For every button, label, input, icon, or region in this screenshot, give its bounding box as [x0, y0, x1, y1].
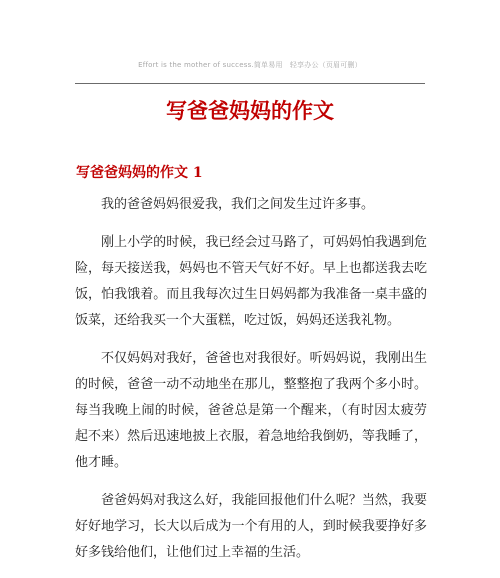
paragraph: 爸爸妈妈对我这么好，我能回报他们什么呢？当然，我要好好地学习，长大以后成为一个有用的人，到时候我要挣好多好多钱给他们，让他们过上幸福的生活。 — [75, 493, 427, 560]
paragraph: 不仅妈妈对我好，爸爸也对我很好。听妈妈说，我刚出生的时候，爸爸一动不动地坐在那儿，整整抱了我两个多小时。每当我晚上闹的时候，爸爸总是第一个醒来，（有时因太疲劳起不来）然后迅速地披上衣服，着急地给我倒奶，等我睡了，他才睡。 — [75, 351, 427, 470]
essay-body — [75, 192, 427, 578]
header-divider — [75, 83, 425, 84]
document-title: 写爸爸妈妈的作文 — [166, 98, 334, 123]
paragraph: 我的爸爸妈妈很爱我，我们之间发生过许多事。 — [101, 197, 375, 212]
paragraph: 刚上小学的时候，我已经会过马路了，可妈妈怕我遇到危险，每天接送我，妈妈也不管天气好不好。早上也都送我去吃饭，怕我饿着。而且我每次过生日妈妈都为我准备一桌丰盛的饭菜，还给我买一个大蛋糕，吃过饭，妈妈还送我礼物。 — [75, 235, 427, 328]
page-header-tagline: Effort is the mother of success.简单易用 轻享办公（页眉可删） — [138, 61, 362, 69]
section-heading: 写爸爸妈妈的作文 1 — [76, 165, 203, 181]
